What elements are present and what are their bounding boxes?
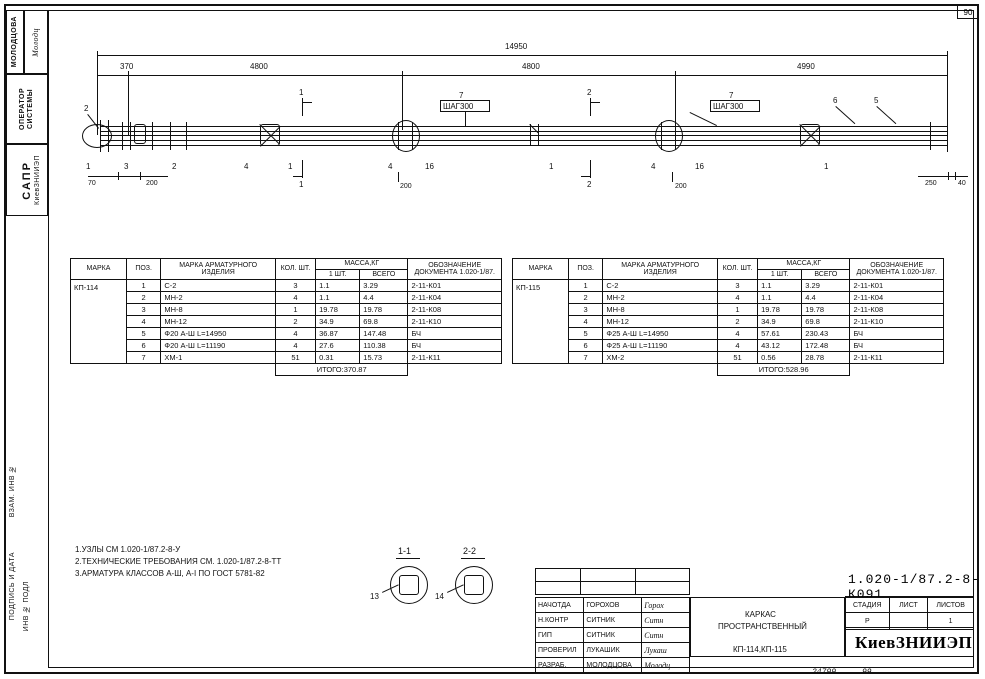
role-name: МОЛОДЦОВА	[584, 658, 642, 673]
small-dim-line-left	[88, 176, 168, 177]
role-signature: Ситн	[642, 613, 690, 628]
title-block-strip	[535, 568, 690, 595]
cell-poz: 3	[126, 304, 161, 316]
cell-massa-1: 0.56	[758, 352, 802, 364]
cell-poz: 7	[568, 352, 603, 364]
cell-izdelie: МН-12	[161, 316, 276, 328]
th-marka-izdeliya: МАРКА АРМАТУРНОГО ИЗДЕЛИЯ	[161, 259, 276, 280]
note-3: 3.АРМАТУРА КЛАССОВ А-Ш, А-I ПО ГОСТ 5781-82	[75, 569, 265, 578]
role-name: ГОРОХОВ	[584, 598, 642, 613]
step-label-left: ШАГ300	[443, 102, 474, 111]
cell-doc: БЧ	[850, 328, 944, 340]
cell-massa-1: 36.87	[316, 328, 360, 340]
role-name: СИТНИК	[584, 613, 642, 628]
stamp-molodtsova-label: МОЛОДЦОВА	[10, 16, 18, 68]
small-dim-250: 250	[925, 180, 937, 187]
rebar-line-lower	[100, 140, 948, 141]
section-2-2-inner	[464, 575, 484, 595]
cell-massa-1: 1.1	[758, 280, 802, 292]
stirrup-center-a	[530, 124, 531, 146]
cell-doc: БЧ	[408, 328, 502, 340]
cell-massa-1: 43.12	[758, 340, 802, 352]
cell-massa-all: 28.78	[802, 352, 850, 364]
stirrup-ml-a	[398, 122, 399, 150]
section-mark-1-top: 1	[299, 88, 304, 97]
strip-row	[536, 582, 690, 595]
th-marka: МАРКА	[71, 259, 127, 280]
stage-value: Р	[846, 613, 890, 630]
cell-poz: 6	[568, 340, 603, 352]
cell-total: ИТОГО:370.87	[275, 364, 408, 376]
callout-6: 6	[833, 96, 838, 105]
cell-massa-1: 1.1	[758, 292, 802, 304]
cell-doc: 2-11-К01	[850, 280, 944, 292]
stirrup-mr-b	[675, 122, 676, 150]
role-label: РАЗРАБ.	[536, 658, 584, 673]
dim-tick	[955, 172, 956, 180]
th-massa: МАССА,КГ	[316, 259, 408, 270]
cell-kol: 4	[717, 328, 757, 340]
cell-izdelie: Ф25 А-Ш L=11190	[603, 340, 718, 352]
callout-16-a: 16	[425, 162, 434, 171]
dim-tick	[118, 172, 119, 180]
cell-izdelie: ХМ-2	[603, 352, 718, 364]
cell-izdelie: Ф20 А-Ш L=11190	[161, 340, 276, 352]
leader-line	[465, 112, 466, 126]
dim-tick	[140, 172, 141, 180]
pos-7-left: 7	[459, 91, 464, 100]
cell-poz: 1	[568, 280, 603, 292]
cell-massa-all: 3.29	[360, 280, 408, 292]
cell-poz: 5	[568, 328, 603, 340]
cell-massa-1: 1.1	[316, 292, 360, 304]
callout-1-c: 1	[824, 162, 829, 171]
cell-kol: 51	[717, 352, 757, 364]
title-block-role-row	[536, 658, 690, 673]
cell-poz: 2	[126, 292, 161, 304]
section-1-1-inner	[399, 575, 419, 595]
cell-massa-all: 4.4	[802, 292, 850, 304]
cell-izdelie: Ф20 А-Ш L=14950	[161, 328, 276, 340]
cell-massa-all: 3.29	[802, 280, 850, 292]
cell-izdelie: ХМ-1	[161, 352, 276, 364]
th-oboznachenie: ОБОЗНАЧЕНИЕ ДОКУМЕНТА 1.020-1/87.	[408, 259, 502, 280]
cell-izdelie: С-2	[161, 280, 276, 292]
cell-poz: 2	[568, 292, 603, 304]
cell-izdelie: МН-12	[603, 316, 718, 328]
title-block-stage	[845, 597, 974, 630]
page-number: 90	[957, 5, 979, 19]
th-kol: КОЛ. ШТ.	[275, 259, 315, 280]
dim-370: 370	[120, 62, 134, 71]
stamp-kievzniiep-label: КиевЗНИИЭП	[34, 154, 42, 205]
doc-code: 1.020-1/87.2-8-К091	[848, 572, 981, 602]
stamp-kievzniiep	[30, 144, 48, 216]
dim-4800-a: 4800	[250, 62, 268, 71]
callout-3: 3	[124, 162, 129, 171]
node-left	[134, 124, 146, 144]
cell-massa-1: 34.9	[758, 316, 802, 328]
cell-izdelie: МН-2	[603, 292, 718, 304]
section-1-1-title: 1-1	[398, 546, 412, 556]
title-block-roles	[535, 597, 690, 673]
stirrup-mr-a	[661, 122, 662, 150]
sheets-label: ЛИСТОВ	[928, 598, 974, 613]
callout-4-b: 4	[651, 162, 656, 171]
pos-7-right: 7	[729, 91, 734, 100]
stirrup-left-c	[152, 122, 153, 150]
spec-table-kp115	[512, 258, 944, 376]
cell-marka-value: КП-114	[71, 280, 127, 364]
callout-1-b: 1	[549, 162, 554, 171]
stirrup-left-b	[130, 122, 131, 150]
anchor-ellipse-mid-left	[392, 120, 420, 152]
table-row	[513, 340, 944, 352]
title-block-role-row	[536, 628, 690, 643]
cell-kol: 1	[275, 304, 315, 316]
table-total-row	[71, 364, 502, 376]
section-1-1-underline	[396, 558, 420, 559]
stamp-inv-podl	[20, 551, 34, 661]
cell-kol: 2	[275, 316, 315, 328]
section-mark-arrow	[302, 102, 312, 103]
object-title-2: ПРОСТРАНСТВЕННЫЙ	[718, 622, 807, 631]
end-stirrup-right	[930, 122, 931, 150]
small-dim-70: 70	[88, 180, 96, 187]
cell-kol: 3	[275, 280, 315, 292]
table-total-row	[513, 364, 944, 376]
cell-doc: 2-11-К04	[408, 292, 502, 304]
table-row	[513, 316, 944, 328]
cell-poz: 7	[126, 352, 161, 364]
small-dim-line-right	[918, 176, 968, 177]
bottom-year: 99	[862, 668, 872, 677]
cell-massa-all: 147.48	[360, 328, 408, 340]
callout-1-a: 1	[288, 162, 293, 171]
table-row	[71, 292, 502, 304]
callout-4-left: 4	[244, 162, 249, 171]
signature-molodtsova: Молодц	[31, 27, 41, 57]
th-massa-vsego: ВСЕГО	[802, 269, 850, 280]
table-row	[513, 280, 944, 292]
cell-massa-1: 27.6	[316, 340, 360, 352]
cell-massa-1: 19.78	[758, 304, 802, 316]
cell-izdelie: Ф25 А-Ш L=14950	[603, 328, 718, 340]
cell-doc: 2-11-К11	[408, 352, 502, 364]
role-label: ГИП	[536, 628, 584, 643]
role-signature: Лукаш	[642, 643, 690, 658]
small-dim-200-c: 200	[675, 183, 687, 190]
ext-line	[97, 55, 98, 135]
section-mark-arrow	[581, 176, 591, 177]
title-block-role-row	[536, 598, 690, 613]
cell-doc: 2-11-К08	[850, 304, 944, 316]
strip-row	[536, 569, 690, 582]
cell-kol: 4	[275, 328, 315, 340]
callout-16-b: 16	[695, 162, 704, 171]
callout-1-left: 1	[86, 162, 91, 171]
cell-poz: 6	[126, 340, 161, 352]
cell-kol: 4	[717, 340, 757, 352]
table-row	[513, 328, 944, 340]
cell-massa-1: 57.61	[758, 328, 802, 340]
callout-2-left-b: 2	[172, 162, 177, 171]
cell-izdelie: МН-8	[161, 304, 276, 316]
note-2: 2.ТЕХНИЧЕСКИЕ ТРЕБОВАНИЯ СМ. 1.020-1/87.2-8-ТТ	[75, 557, 282, 566]
cell-doc: 2-11-К08	[408, 304, 502, 316]
cell-kol: 3	[717, 280, 757, 292]
stamp-sign-date-label: ПОДПИСЬ И ДАТА	[8, 551, 16, 621]
table-row	[71, 352, 502, 364]
callout-2-left: 2	[84, 104, 89, 113]
stamp-sign-date	[6, 536, 20, 636]
cell-marka-value: КП-115	[513, 280, 569, 364]
stirrup-left-e	[186, 122, 187, 150]
organization-name: КиевЗНИИЭП	[855, 633, 973, 652]
stage-header-row	[846, 598, 974, 613]
overall-length-label: 14950	[505, 42, 528, 51]
callout-4-a: 4	[388, 162, 393, 171]
cell-kol: 4	[275, 292, 315, 304]
role-signature: Горох	[642, 598, 690, 613]
sheet-label: ЛИСТ	[889, 598, 928, 613]
rebar-line-upper	[100, 131, 948, 132]
stirrup-center-b	[538, 124, 539, 146]
overall-dim-line	[97, 55, 947, 56]
table-row	[71, 328, 502, 340]
section-2-2-callout: 14	[435, 592, 444, 601]
stamp-vzam-inv	[6, 446, 20, 536]
cell-doc: 2-11-К11	[850, 352, 944, 364]
cell-doc: БЧ	[850, 340, 944, 352]
role-name: СИТНИК	[584, 628, 642, 643]
title-block-role-row	[536, 643, 690, 658]
cell-massa-all: 19.78	[360, 304, 408, 316]
stirrup-left-d	[170, 122, 171, 150]
object-title-1: КАРКАС	[745, 610, 776, 619]
callout-5: 5	[874, 96, 879, 105]
role-signature: Ситн	[642, 628, 690, 643]
dim-4990: 4990	[797, 62, 815, 71]
th-massa: МАССА,КГ	[758, 259, 850, 270]
section-mark-arrow	[293, 176, 303, 177]
role-label: Н.КОНТР	[536, 613, 584, 628]
dim-tick	[398, 172, 399, 182]
section-1-1-callout: 13	[370, 592, 379, 601]
cell-doc: 2-11-К04	[850, 292, 944, 304]
cell-poz: 4	[568, 316, 603, 328]
sheets-value: 1	[928, 613, 974, 630]
section-mark-2-top: 2	[587, 88, 592, 97]
th-massa-1sht: 1 ШТ.	[758, 269, 802, 280]
cell-poz: 4	[126, 316, 161, 328]
th-poz: ПОЗ.	[568, 259, 603, 280]
cell-kol: 51	[275, 352, 315, 364]
th-massa-1sht: 1 ШТ.	[316, 269, 360, 280]
table-row	[71, 316, 502, 328]
cell-doc: 2-11-К10	[850, 316, 944, 328]
dim-tick	[672, 172, 673, 182]
cell-kol: 4	[717, 292, 757, 304]
role-label: НАЧОТДА	[536, 598, 584, 613]
th-poz: ПОЗ.	[126, 259, 161, 280]
object-title-3: КП-114,КП-115	[733, 645, 787, 654]
cell-doc: БЧ	[408, 340, 502, 352]
anchor-ellipse-mid-right	[655, 120, 683, 152]
stamp-molodtsova-signature	[24, 10, 48, 74]
role-name: ЛУКАШИК	[584, 643, 642, 658]
role-signature: Молодц	[642, 658, 690, 673]
cell-massa-1: 0.31	[316, 352, 360, 364]
section-mark-1-bottom: 1	[299, 180, 304, 189]
small-dim-40: 40	[958, 180, 966, 187]
stirrup-ml-b	[412, 122, 413, 150]
th-kol: КОЛ. ШТ.	[717, 259, 757, 280]
cell-massa-1: 34.9	[316, 316, 360, 328]
cell-izdelie: МН-2	[161, 292, 276, 304]
section-2-2-title: 2-2	[463, 546, 477, 556]
left-margin-stamps	[6, 6, 48, 672]
stamp-operator-label: ОПЕРАТОР СИСТЕМЫ	[18, 87, 34, 131]
cell-massa-all: 230.43	[802, 328, 850, 340]
th-massa-vsego: ВСЕГО	[360, 269, 408, 280]
table-header-row	[71, 259, 502, 270]
segment-dim-line	[97, 75, 947, 76]
cell-massa-all: 172.48	[802, 340, 850, 352]
cell-massa-1: 19.78	[316, 304, 360, 316]
table-row	[513, 352, 944, 364]
stamp-molodtsova	[6, 10, 24, 74]
cell-kol: 2	[717, 316, 757, 328]
section-mark-line	[590, 98, 591, 116]
stage-label: СТАДИЯ	[846, 598, 890, 613]
cell-massa-1: 1.1	[316, 280, 360, 292]
dim-tick	[948, 172, 949, 180]
spec-table-kp114	[70, 258, 502, 376]
cell-kol: 4	[275, 340, 315, 352]
table-header-row	[513, 259, 944, 270]
th-marka: МАРКА	[513, 259, 569, 280]
cell-total: ИТОГО:528.96	[717, 364, 850, 376]
section-mark-2-bottom: 2	[587, 180, 592, 189]
stamp-operator	[6, 74, 48, 144]
cell-doc: 2-11-К10	[408, 316, 502, 328]
small-dim-200-b: 200	[400, 183, 412, 190]
small-dim-200-a: 200	[146, 180, 158, 187]
note-1: 1.УЗЛЫ СМ 1.020-1/87.2-8-У	[75, 545, 181, 554]
cell-massa-all: 4.4	[360, 292, 408, 304]
stirrup-left-a	[122, 122, 123, 150]
cell-massa-all: 19.78	[802, 304, 850, 316]
role-label: ПРОВЕРИЛ	[536, 643, 584, 658]
stamp-inv-label: ИНВ № ПОДЛ	[22, 580, 30, 632]
cell-massa-all: 69.8	[802, 316, 850, 328]
rebar-line-mid	[100, 135, 948, 136]
dim-4800-b: 4800	[522, 62, 540, 71]
section-mark-line	[302, 98, 303, 116]
cell-izdelie: МН-8	[603, 304, 718, 316]
cell-poz: 5	[126, 328, 161, 340]
end-plate-right	[947, 120, 948, 152]
section-2-2-underline	[461, 558, 485, 559]
bottom-code: 24799	[812, 668, 837, 677]
cell-kol: 1	[717, 304, 757, 316]
rebar-line-bottom	[100, 145, 948, 146]
table-row	[71, 280, 502, 292]
th-marka-izdeliya: МАРКА АРМАТУРНОГО ИЗДЕЛИЯ	[603, 259, 718, 280]
cell-poz: 1	[126, 280, 161, 292]
title-block-role-row	[536, 613, 690, 628]
cell-massa-all: 15.73	[360, 352, 408, 364]
cell-massa-all: 69.8	[360, 316, 408, 328]
table-row	[71, 340, 502, 352]
cell-massa-all: 110.38	[360, 340, 408, 352]
cell-poz: 3	[568, 304, 603, 316]
stamp-sapr-label: САПР	[20, 160, 33, 200]
step-label-right: ШАГ300	[713, 102, 744, 111]
table-row	[513, 292, 944, 304]
cell-doc: 2-11-К01	[408, 280, 502, 292]
th-oboznachenie: ОБОЗНАЧЕНИЕ ДОКУМЕНТА 1.020-1/87.	[850, 259, 944, 280]
table-row	[71, 304, 502, 316]
stamp-vzam-label: ВЗАМ. ИНВ №	[8, 464, 16, 518]
section-mark-arrow	[590, 102, 600, 103]
table-row	[513, 304, 944, 316]
cell-izdelie: С-2	[603, 280, 718, 292]
